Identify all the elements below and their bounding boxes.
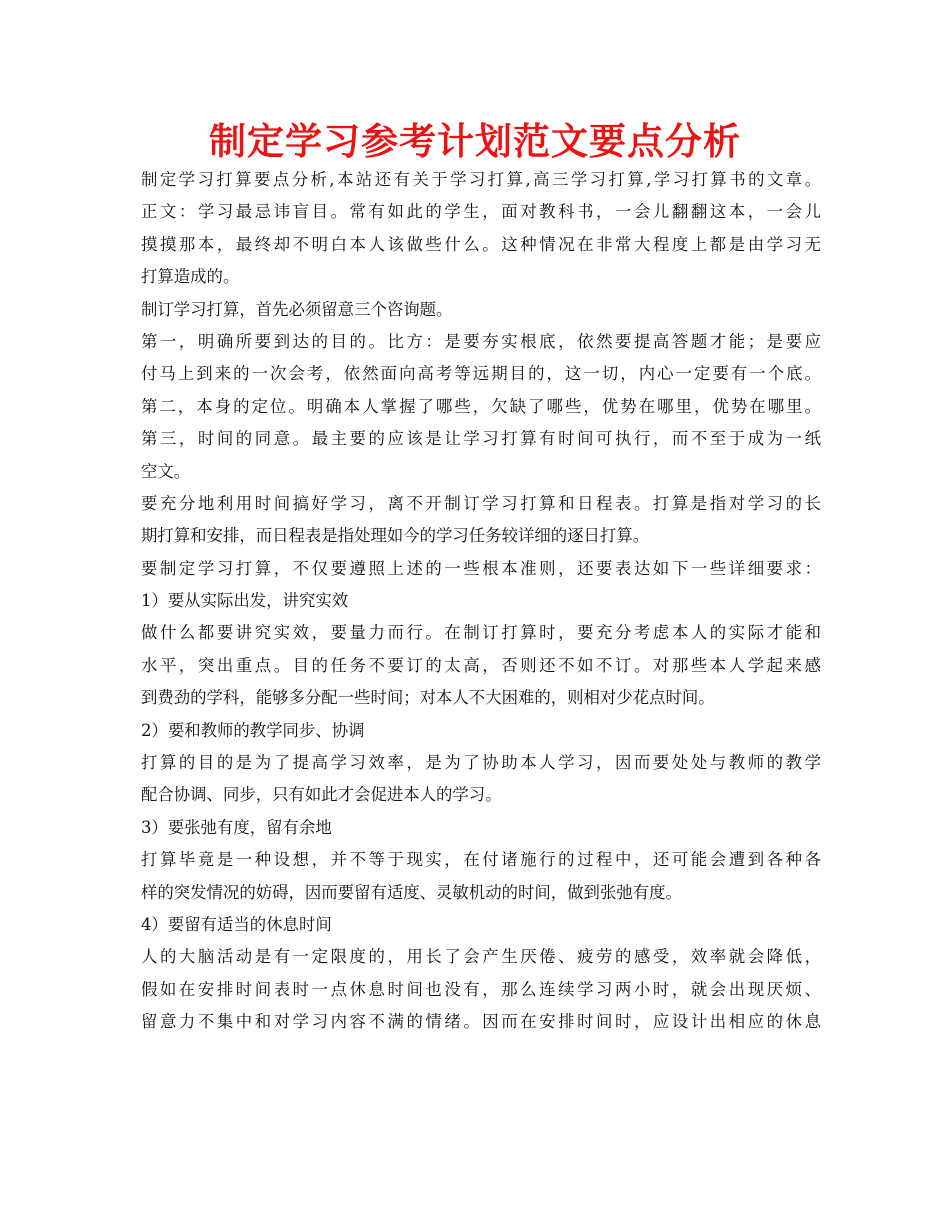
- section-heading: 3）要张弛有度，留有余地: [141, 817, 332, 837]
- body-line: 正文：学习最忌讳盲目。常有如此的学生，面对教科书，一会儿翻翻这本，一会儿: [141, 202, 821, 222]
- body-line: 第一，明确所要到达的目的。比方：是要夯实根底，依然要提高答题才能；是要应: [141, 331, 821, 351]
- body-line: 付马上到来的一次会考，依然面向高考等远期目的，这一切，内心一定要有一个底。: [141, 364, 821, 384]
- body-line: 制定学习打算要点分析,本站还有关于学习打算,高三学习打算,学习打算书的文章。: [141, 170, 821, 189]
- body-line: 人的大脑活动是有一定限度的，用长了会产生厌倦、疲劳的感受，效率就会降低，: [141, 947, 821, 967]
- body-line: 水平，突出重点。目的任务不要订的太高，否则还不如不订。对那些本人学起来感: [141, 655, 821, 675]
- body-line: 打算毕竟是一种设想，并不等于现实，在付诸施行的过程中，还可能会遭到各种各: [141, 850, 821, 870]
- body-line: 做什么都要讲究实效，要量力而行。在制订打算时，要充分考虑本人的实际才能和: [141, 623, 821, 643]
- body-line: 到费劲的学科，能够多分配一些时间；对本人不大困难的，则相对少花点时间。: [141, 688, 715, 708]
- body-line: 打算的目的是为了提高学习效率，是为了协助本人学习，因而要处处与教师的教学: [141, 753, 821, 773]
- body-line: 第三，时间的同意。最主要的应该是让学习打算有时间可执行，而不至于成为一纸: [141, 429, 821, 449]
- body-line: 期打算和安排，而日程表是指处理如今的学习任务较详细的逐日打算。: [141, 526, 650, 546]
- body-line: 样的突发情况的妨碍，因而要留有适度、灵敏机动的时间，做到张弛有度。: [141, 882, 682, 902]
- body-line: 摸摸那本，最终却不明白本人该做些什么。这种情况在非常大程度上都是由学习无: [141, 234, 821, 254]
- document-title: 制定学习参考计划范文要点分析: [209, 120, 741, 163]
- body-line: 打算造成的。: [141, 267, 240, 287]
- document-body: [141, 164, 821, 1039]
- body-line: 配合协调、同步，只有如此才会促进本人的学习。: [141, 785, 502, 805]
- section-heading: 1）要从实际出发，讲究实效: [141, 591, 349, 611]
- body-line: 第二，本身的定位。明确本人掌握了哪些，欠缺了哪些，优势在哪里，优势在哪里。: [141, 396, 821, 416]
- body-line: 空文。: [141, 461, 191, 481]
- section-heading: 4）要留有适当的休息时间: [141, 914, 332, 934]
- body-line: 假如在安排时间表时一点休息时间也没有，那么连续学习两小时，就会出现厌烦、: [141, 979, 821, 999]
- section-heading: 2）要和教师的教学同步、协调: [141, 720, 365, 740]
- body-line: 制订学习打算，首先必须留意三个咨询题。: [141, 299, 453, 319]
- body-line: 留意力不集中和对学习内容不满的情绪。因而在安排时间时，应设计出相应的休息: [141, 1012, 821, 1032]
- body-line: 要制定学习打算，不仅要遵照上述的一些根本准则，还要表达如下一些详细要求：: [141, 558, 821, 578]
- body-line: 要充分地利用时间搞好学习，离不开制订学习打算和日程表。打算是指对学习的长: [141, 493, 821, 513]
